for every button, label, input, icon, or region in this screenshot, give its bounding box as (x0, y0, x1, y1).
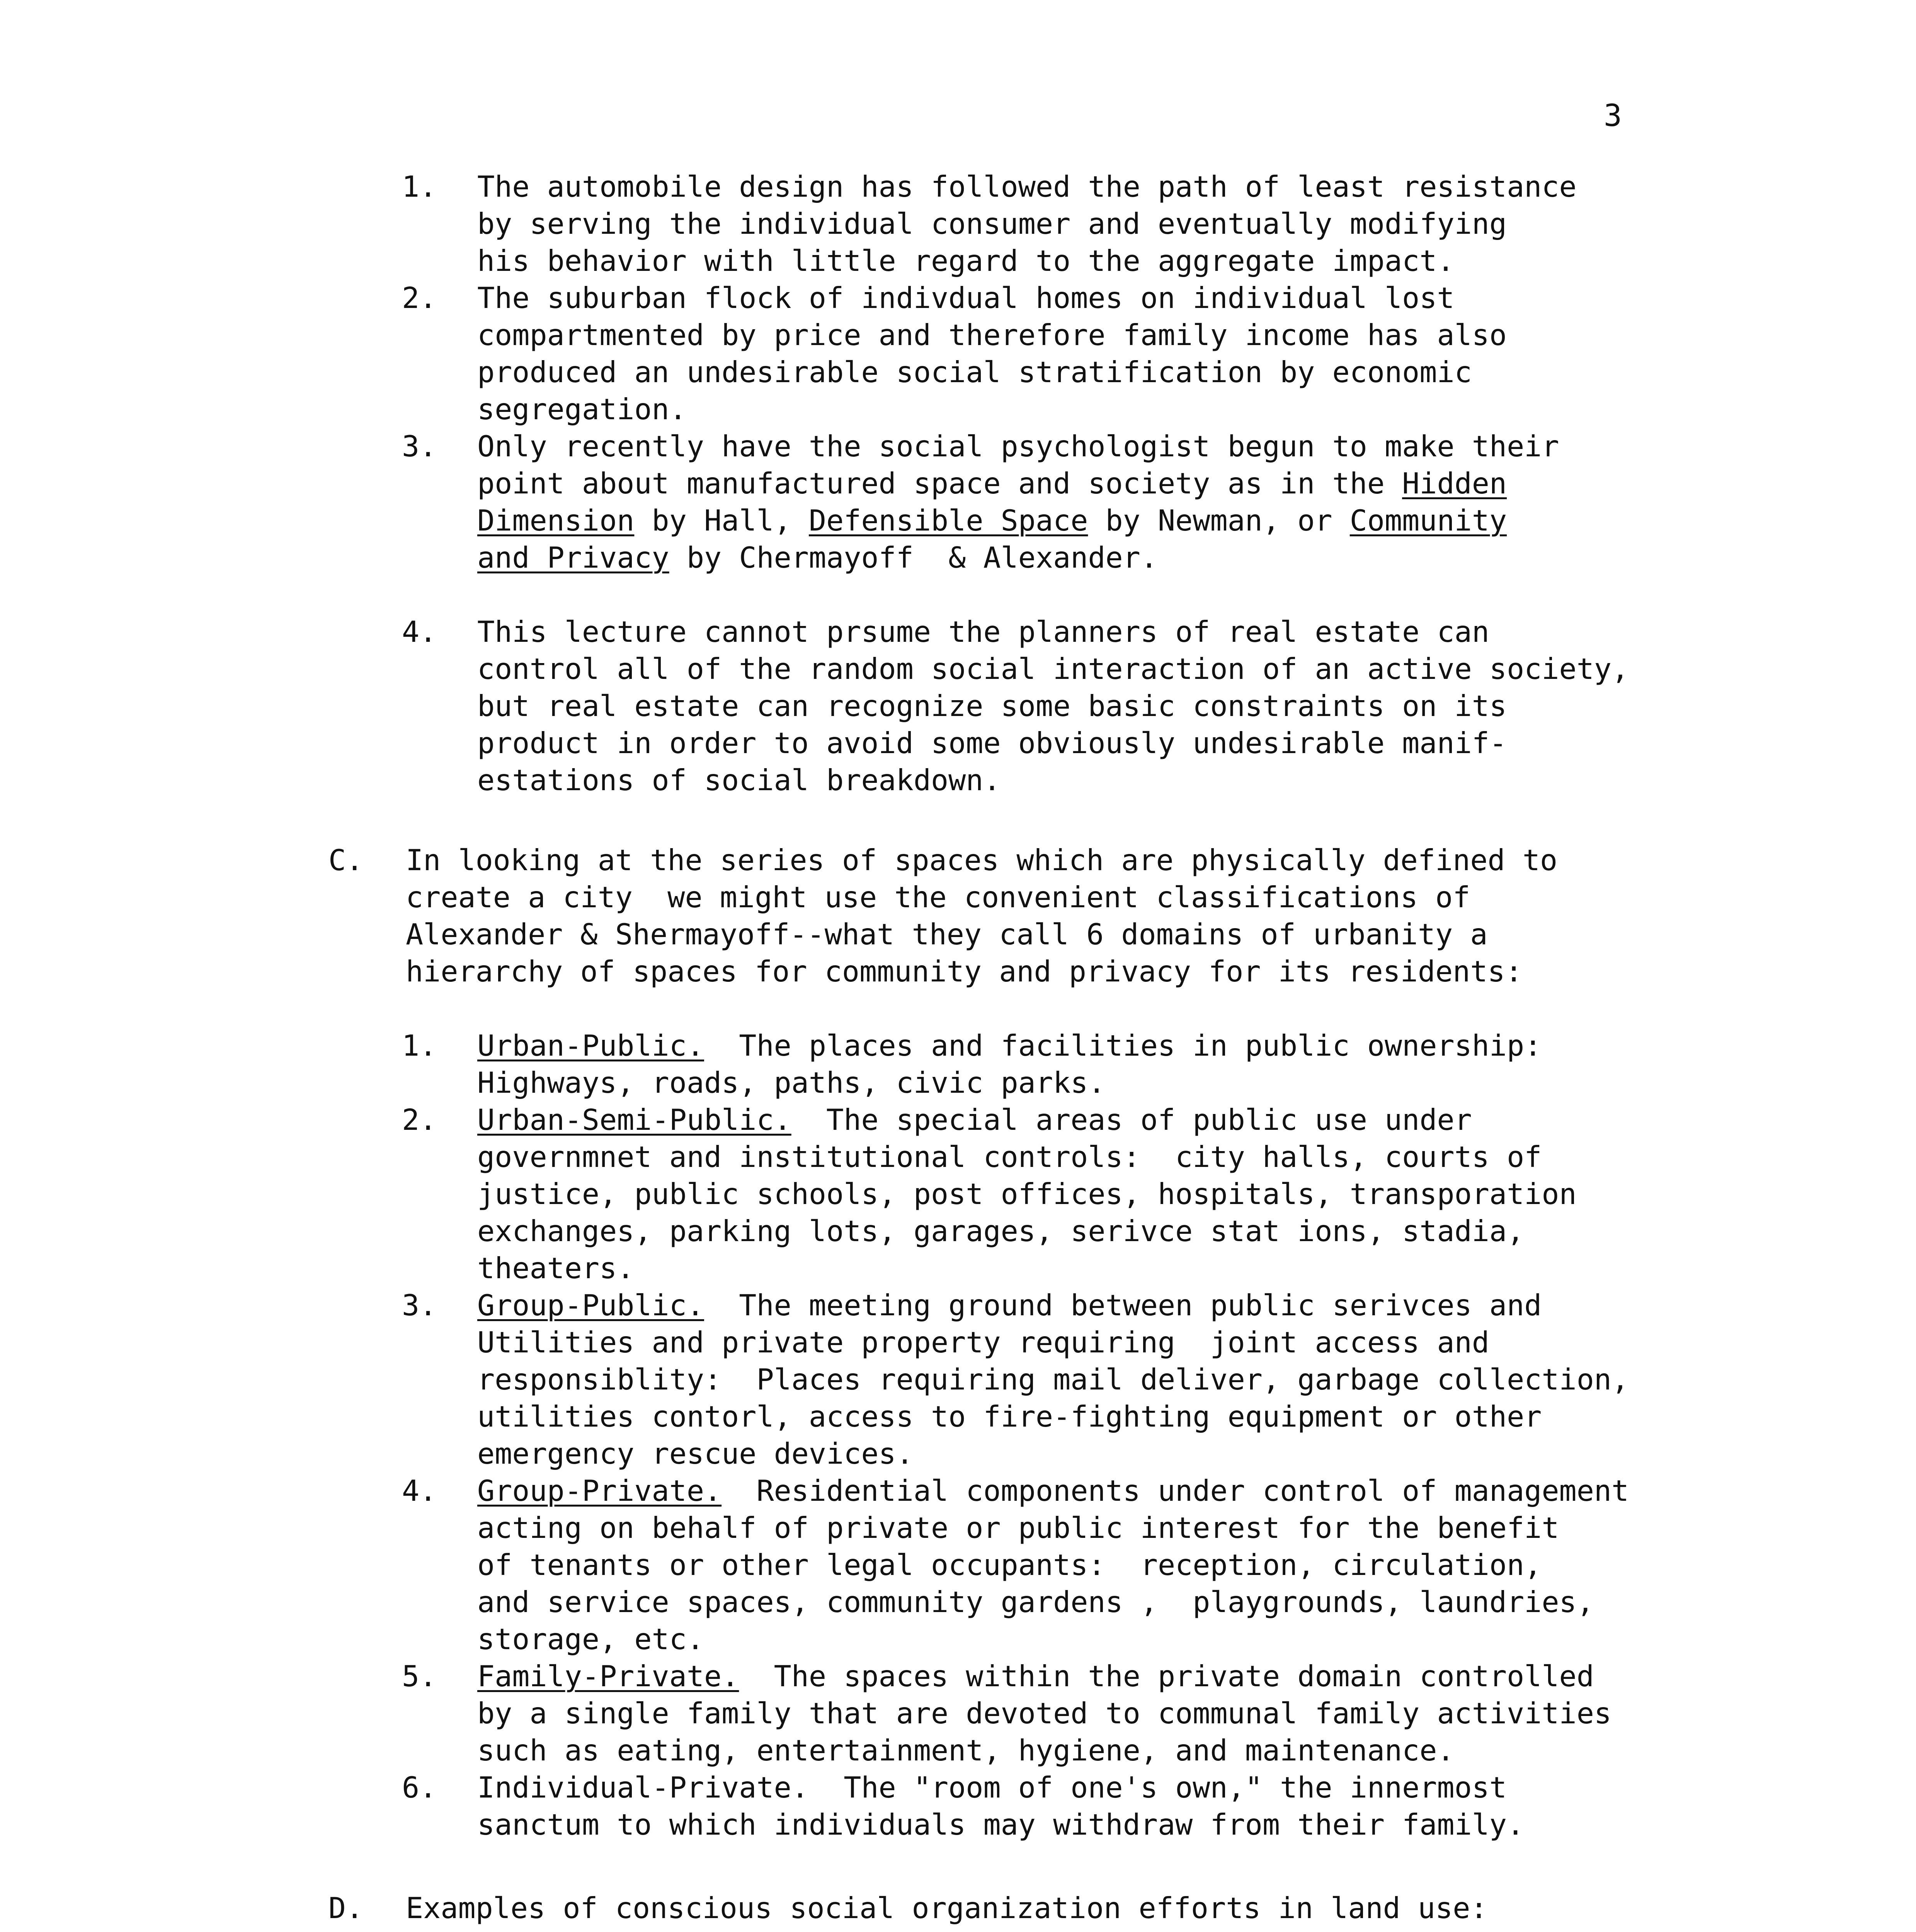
list-item (402, 1472, 1629, 1658)
text-segment: by Chermayoff & Alexander. (669, 541, 1158, 575)
item-number: 4. (402, 1474, 437, 1508)
item-text (477, 1287, 1629, 1472)
text-line: Alexander & Shermayoff--what they call 6 domains of urbanity a (406, 917, 1488, 951)
section-d-text (406, 1889, 1488, 1927)
text-segment: The suburban flock of indivdual homes on individual lost (477, 281, 1455, 315)
text-segment: justice, public schools, post offices, hospitals, transporation (477, 1177, 1577, 1211)
text-segment: by a single family that are devoted to communal family activities (477, 1696, 1611, 1730)
item-number: 4. (402, 615, 437, 649)
text-line (477, 1695, 1629, 1732)
list-item (402, 1658, 1629, 1769)
text-segment: governmnet and institutional controls: city halls, courts of (477, 1140, 1542, 1174)
list-item (402, 1027, 1629, 1101)
text-segment: by serving the individual consumer and eventually modifying (477, 207, 1507, 241)
text-line (477, 242, 1629, 279)
text-line: Examples of conscious social organization efforts in land use: (406, 1891, 1488, 1925)
text-segment: by Hall, (634, 503, 809, 537)
text-segment: utilities contorl, access to fire-fighting equipment or other (477, 1400, 1542, 1434)
text-line (477, 1027, 1629, 1064)
text-line (477, 391, 1629, 428)
item-number: 2. (402, 1103, 437, 1137)
text-line (477, 687, 1629, 724)
item-text (477, 613, 1629, 799)
page-number: 3 (1604, 99, 1622, 133)
text-segment: Residential components under control of management (721, 1474, 1629, 1508)
text-line (477, 1361, 1629, 1398)
list-item (402, 279, 1629, 428)
text-line (477, 650, 1629, 687)
text-line (477, 1621, 1629, 1658)
text-line (477, 1398, 1629, 1435)
underlined-title: Defensible Space (808, 503, 1088, 537)
text-segment: Highways, roads, paths, civic parks. (477, 1066, 1106, 1100)
item-text (477, 168, 1629, 279)
item-text (477, 1472, 1629, 1658)
text-line (477, 465, 1629, 502)
item-number: 3. (402, 429, 437, 463)
item-number: 2. (402, 281, 437, 315)
text-segment: by Newman, or (1088, 503, 1350, 537)
item-text (477, 1658, 1629, 1769)
underlined-title: Family-Private. (477, 1659, 739, 1693)
item-text (477, 428, 1629, 576)
text-segment: but real estate can recognize some basic constraints on its (477, 689, 1507, 723)
text-segment: responsiblity: Places requiring mail deliver, garbage collection, (477, 1362, 1629, 1396)
list-item (402, 1101, 1629, 1287)
text-line (477, 1213, 1629, 1250)
item-number: 1. (402, 1029, 437, 1063)
text-segment: exchanges, parking lots, garages, serivce stat ions, stadia, (477, 1214, 1525, 1248)
text-segment: compartmented by price and therefore family income has also (477, 318, 1507, 352)
text-segment: of tenants or other legal occupants: reception, circulation, (477, 1548, 1542, 1582)
text-segment: Utilities and private property requiring joint access and (477, 1325, 1489, 1359)
text-segment: Individual-Private. The "room of one's own," the innermost (477, 1770, 1507, 1804)
text-segment: such as eating, entertainment, hygiene, and maintenance. (477, 1733, 1455, 1767)
text-line (477, 762, 1629, 799)
text-line (477, 168, 1629, 205)
text-segment: sanctum to which individuals may withdraw from their family. (477, 1808, 1525, 1842)
item-text (477, 1769, 1629, 1843)
text-line (477, 1324, 1629, 1361)
text-segment: segregation. (477, 392, 687, 426)
section-c (328, 842, 1557, 990)
text-line (477, 428, 1629, 465)
numbered-list-b (402, 168, 1629, 799)
underlined-title: Group-Private. (477, 1474, 722, 1508)
text-segment: and service spaces, community gardens , playgrounds, laundries, (477, 1585, 1594, 1619)
list-item (402, 168, 1629, 279)
text-line (477, 1138, 1629, 1175)
text-line (477, 205, 1629, 242)
text-line: hierarchy of spaces for community and privacy for its residents: (406, 954, 1523, 988)
text-line (477, 1583, 1629, 1621)
text-line (477, 613, 1629, 650)
text-line: create a city we might use the convenient classifications of (406, 880, 1470, 914)
underlined-title: Dimension (477, 503, 635, 537)
text-segment: control all of the random social interaction of an active society, (477, 652, 1629, 686)
underlined-title: Urban-Public. (477, 1029, 704, 1063)
section-d (328, 1889, 1488, 1927)
text-line (477, 1732, 1629, 1769)
text-line (477, 1806, 1629, 1843)
underlined-title: and Privacy (477, 541, 669, 575)
text-line (477, 279, 1629, 316)
text-segment: storage, etc. (477, 1622, 704, 1656)
underlined-title: Hidden (1402, 466, 1507, 500)
text-line (477, 724, 1629, 762)
section-letter: D. (328, 1891, 364, 1925)
text-segment: The places and facilities in public ownership: (704, 1029, 1542, 1063)
section-letter: C. (328, 843, 364, 877)
list-item (402, 1287, 1629, 1472)
text-line (477, 1769, 1629, 1806)
underlined-title: Community (1349, 503, 1507, 537)
list-item (402, 428, 1629, 576)
text-line (477, 1658, 1629, 1695)
list-item (402, 613, 1629, 799)
text-line (477, 1509, 1629, 1546)
item-text (477, 279, 1629, 428)
item-number: 5. (402, 1659, 437, 1693)
item-number: 1. (402, 170, 437, 204)
underlined-title: Urban-Semi-Public. (477, 1103, 791, 1137)
text-segment: product in order to avoid some obviously undesirable manif- (477, 726, 1507, 760)
item-text (477, 1101, 1629, 1287)
text-segment: The spaces within the private domain controlled (739, 1659, 1594, 1693)
text-segment: point about manufactured space and society as in the (477, 466, 1402, 500)
text-line (477, 1546, 1629, 1583)
text-line: In looking at the series of spaces which are physically defined to (406, 843, 1558, 877)
text-line (477, 539, 1629, 576)
list-item (402, 1769, 1629, 1843)
item-text (477, 1027, 1629, 1101)
item-number: 3. (402, 1288, 437, 1322)
section-c-text (406, 842, 1557, 990)
text-line (477, 1175, 1629, 1213)
text-line (477, 1101, 1629, 1138)
text-line (477, 1250, 1629, 1287)
text-line (477, 316, 1629, 354)
text-line (477, 502, 1629, 539)
text-line (477, 1472, 1629, 1509)
text-segment: The automobile design has followed the path of least resistance (477, 170, 1577, 204)
text-segment: acting on behalf of private or public interest for the benefit (477, 1511, 1559, 1545)
text-segment: estations of social breakdown. (477, 763, 1001, 797)
text-segment: his behavior with little regard to the aggregate impact. (477, 244, 1455, 278)
text-line (477, 1287, 1629, 1324)
text-segment: The special areas of public use under (791, 1103, 1472, 1137)
text-segment: Only recently have the social psychologist begun to make their (477, 429, 1559, 463)
text-line (477, 1435, 1629, 1472)
text-line (477, 1064, 1629, 1101)
item-number: 6. (402, 1770, 437, 1804)
text-segment: emergency rescue devices. (477, 1437, 914, 1471)
text-segment: This lecture cannot prsume the planners of real estate can (477, 615, 1489, 649)
text-segment: The meeting ground between public serivces and (704, 1288, 1542, 1322)
underlined-title: Group-Public. (477, 1288, 704, 1322)
text-line (477, 354, 1629, 391)
numbered-list-c (402, 1027, 1629, 1843)
text-segment: theaters. (477, 1251, 635, 1285)
text-segment: produced an undesirable social stratification by economic (477, 355, 1472, 389)
